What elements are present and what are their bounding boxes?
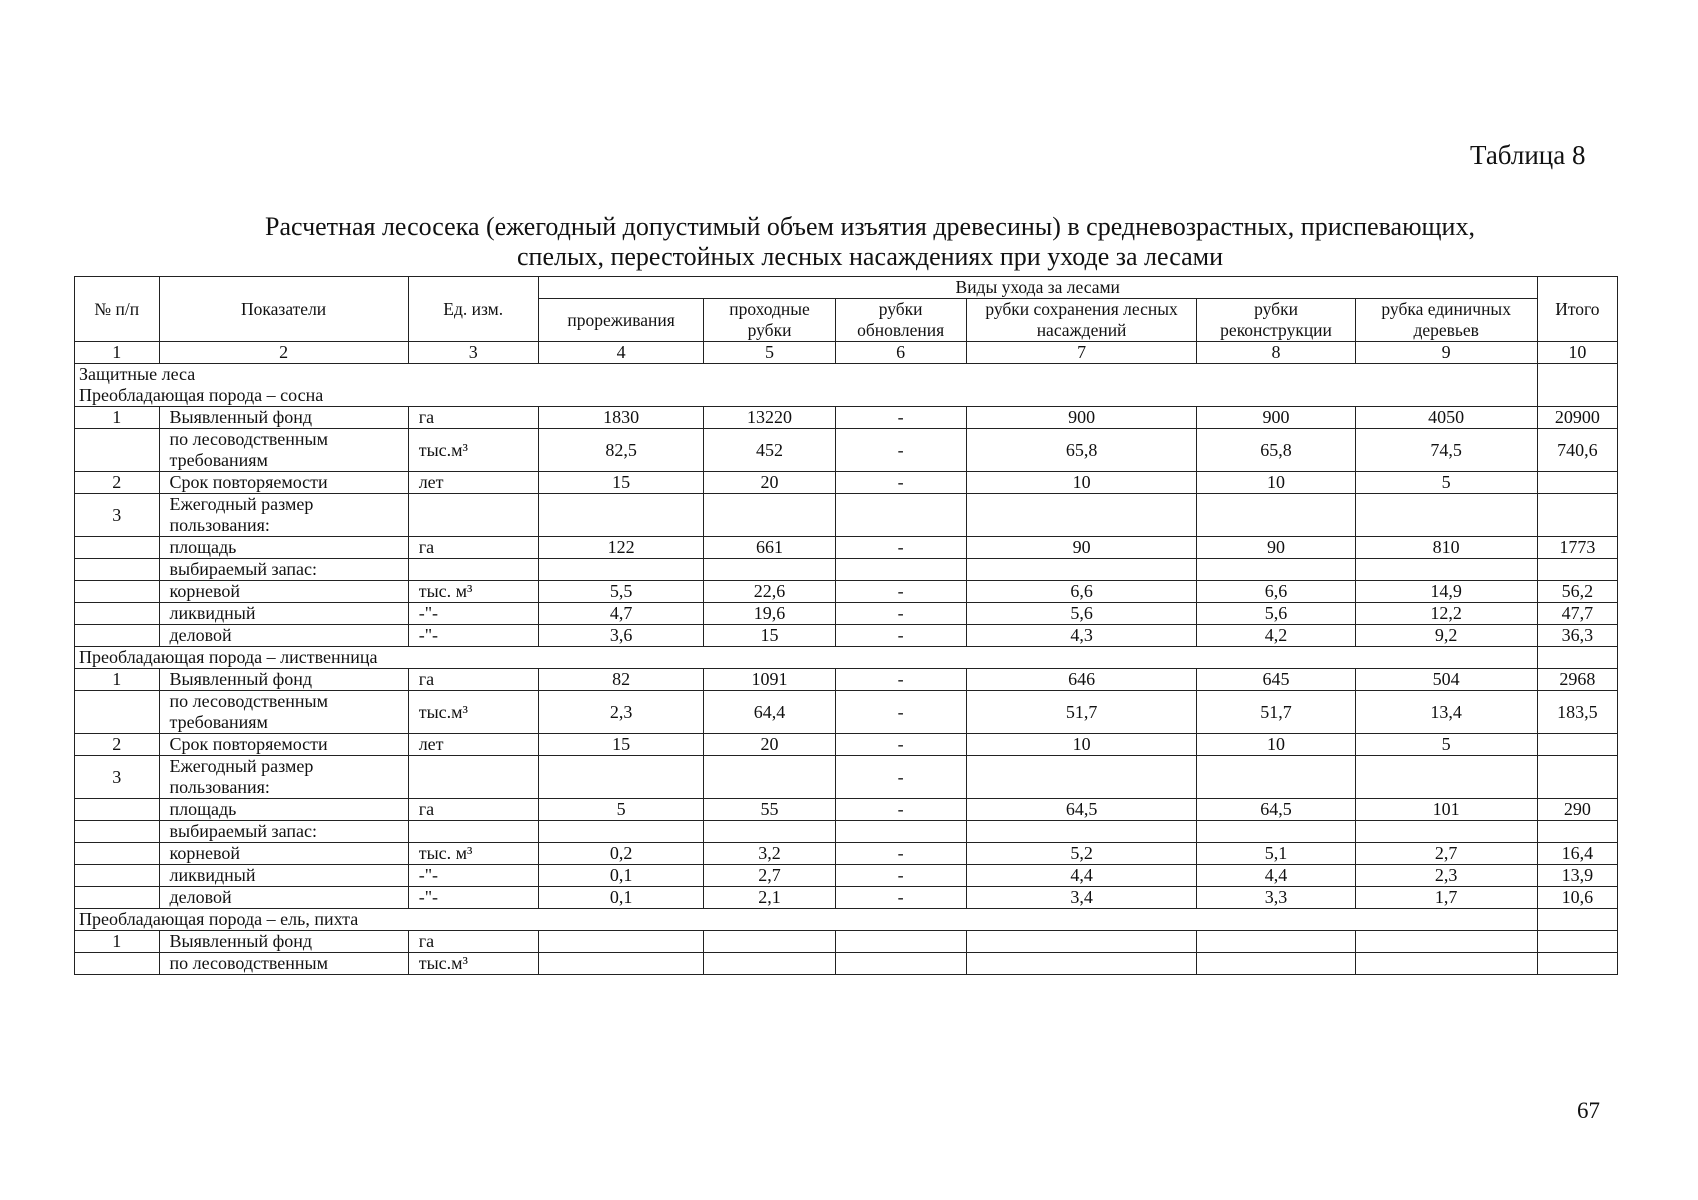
row-total xyxy=(1537,953,1617,975)
row-value: 1830 xyxy=(538,407,704,429)
table-label: Таблица 8 xyxy=(1470,140,1586,170)
row-value xyxy=(1355,821,1537,843)
row-value: 9,2 xyxy=(1355,625,1537,647)
row-total: 47,7 xyxy=(1537,603,1617,625)
row-value: 5,5 xyxy=(538,581,704,603)
row-value: 645 xyxy=(1197,669,1355,691)
title-line-1: Расчетная лесосека (ежегодный допустимый объем изъятия древесины) в средневозрастных, приспевающих, xyxy=(265,212,1475,241)
table-row xyxy=(75,581,1618,603)
row-unit: га xyxy=(408,537,538,559)
row-value: 452 xyxy=(704,429,835,472)
row-total: 1773 xyxy=(1537,537,1617,559)
header-col: рубка единичных деревьев xyxy=(1355,299,1537,342)
row-value xyxy=(966,931,1197,953)
row-value xyxy=(538,494,704,537)
row-value: 1,7 xyxy=(1355,887,1537,909)
row-value: 10 xyxy=(1197,472,1355,494)
row-total xyxy=(1537,472,1617,494)
row-unit: тыс.м³ xyxy=(408,429,538,472)
row-unit: га xyxy=(408,407,538,429)
row-indicator: Ежегодный размер пользования: xyxy=(159,494,408,537)
row-total xyxy=(1537,559,1617,581)
row-value: 20 xyxy=(704,472,835,494)
header-col: прореживания xyxy=(538,299,704,342)
row-unit xyxy=(408,756,538,799)
row-unit: -"- xyxy=(408,887,538,909)
row-value: 2,1 xyxy=(704,887,835,909)
row-indicator: корневой xyxy=(159,581,408,603)
row-value: 1091 xyxy=(704,669,835,691)
col-number: 5 xyxy=(704,342,835,364)
row-value: - xyxy=(835,691,966,734)
row-value xyxy=(835,559,966,581)
col-number: 3 xyxy=(408,342,538,364)
row-value: 6,6 xyxy=(1197,581,1355,603)
section-title: Защитные леса xyxy=(75,364,1538,386)
row-value xyxy=(538,821,704,843)
row-value: 2,7 xyxy=(1355,843,1537,865)
row-value xyxy=(538,559,704,581)
row-value: - xyxy=(835,843,966,865)
page-number: 67 xyxy=(1577,1098,1600,1123)
row-unit xyxy=(408,494,538,537)
row-value: 101 xyxy=(1355,799,1537,821)
row-number xyxy=(75,887,160,909)
row-value: - xyxy=(835,407,966,429)
row-value: 82,5 xyxy=(538,429,704,472)
row-indicator: Выявленный фонд xyxy=(159,669,408,691)
row-number xyxy=(75,953,160,975)
row-value: 10 xyxy=(966,734,1197,756)
row-value xyxy=(704,559,835,581)
header-col: рубки сохранения лесных насаждений xyxy=(966,299,1197,342)
row-value: - xyxy=(835,581,966,603)
table-row xyxy=(75,821,1618,843)
row-value xyxy=(966,756,1197,799)
row-value: 90 xyxy=(966,537,1197,559)
row-value: 65,8 xyxy=(1197,429,1355,472)
row-value xyxy=(835,494,966,537)
row-value: 64,5 xyxy=(966,799,1197,821)
col-number: 1 xyxy=(75,342,160,364)
row-value xyxy=(1197,559,1355,581)
row-unit: лет xyxy=(408,734,538,756)
row-total xyxy=(1537,756,1617,799)
row-value xyxy=(966,559,1197,581)
row-value: 2,7 xyxy=(704,865,835,887)
row-indicator: Выявленный фонд xyxy=(159,407,408,429)
header-num: № п/п xyxy=(75,277,160,342)
row-value: 3,4 xyxy=(966,887,1197,909)
row-indicator: корневой xyxy=(159,843,408,865)
row-indicator: по лесоводственным требованиям xyxy=(159,429,408,472)
header-total: Итого xyxy=(1537,277,1617,342)
row-number xyxy=(75,625,160,647)
row-number: 2 xyxy=(75,734,160,756)
row-indicator: по лесоводственным требованиям xyxy=(159,691,408,734)
row-unit xyxy=(408,821,538,843)
row-unit: тыс.м³ xyxy=(408,691,538,734)
row-value xyxy=(538,756,704,799)
row-value xyxy=(835,953,966,975)
row-total xyxy=(1537,821,1617,843)
header-unit: Ед. изм. xyxy=(408,277,538,342)
row-value: 4,4 xyxy=(966,865,1197,887)
row-value xyxy=(1355,559,1537,581)
row-indicator: выбираемый запас: xyxy=(159,821,408,843)
row-value: 64,4 xyxy=(704,691,835,734)
row-indicator: ликвидный xyxy=(159,603,408,625)
row-value xyxy=(1355,953,1537,975)
row-value xyxy=(1355,494,1537,537)
table-row xyxy=(75,865,1618,887)
row-value: 4,4 xyxy=(1197,865,1355,887)
row-number xyxy=(75,865,160,887)
row-unit: лет xyxy=(408,472,538,494)
table-row xyxy=(75,537,1618,559)
row-value: - xyxy=(835,625,966,647)
row-unit: тыс. м³ xyxy=(408,581,538,603)
row-number xyxy=(75,799,160,821)
table-row xyxy=(75,756,1618,799)
row-value: 2,3 xyxy=(1355,865,1537,887)
col-number: 8 xyxy=(1197,342,1355,364)
group-title-row xyxy=(75,385,1618,407)
row-value xyxy=(1355,756,1537,799)
row-value: 64,5 xyxy=(1197,799,1355,821)
row-value: 15 xyxy=(538,734,704,756)
table-body xyxy=(75,364,1618,975)
row-value: 0,2 xyxy=(538,843,704,865)
row-value xyxy=(704,953,835,975)
row-indicator: Ежегодный размер пользования: xyxy=(159,756,408,799)
group-title: Преобладающая порода – лиственница xyxy=(75,647,1538,669)
row-unit: тыс. м³ xyxy=(408,843,538,865)
row-value: - xyxy=(835,472,966,494)
row-total: 13,9 xyxy=(1537,865,1617,887)
row-value: - xyxy=(835,669,966,691)
row-value: 5,1 xyxy=(1197,843,1355,865)
row-unit xyxy=(408,559,538,581)
table-row xyxy=(75,603,1618,625)
row-value: - xyxy=(835,603,966,625)
row-value: 4050 xyxy=(1355,407,1537,429)
row-value: - xyxy=(835,537,966,559)
row-number: 3 xyxy=(75,756,160,799)
title-line-2: спелых, перестойных лесных насаждениях при уходе за лесами xyxy=(517,242,1223,271)
row-value: 12,2 xyxy=(1355,603,1537,625)
row-value xyxy=(966,821,1197,843)
group-title-row xyxy=(75,909,1618,931)
row-unit: га xyxy=(408,931,538,953)
row-value: 15 xyxy=(704,625,835,647)
row-unit: га xyxy=(408,799,538,821)
row-value xyxy=(538,931,704,953)
row-value: 65,8 xyxy=(966,429,1197,472)
row-value: - xyxy=(835,865,966,887)
row-indicator: по лесоводственным xyxy=(159,953,408,975)
row-value: 2,3 xyxy=(538,691,704,734)
header-indicators: Показатели xyxy=(159,277,408,342)
header-col: рубки реконструкции xyxy=(1197,299,1355,342)
group-title: Преобладающая порода – сосна xyxy=(75,385,1538,407)
row-value: 4,2 xyxy=(1197,625,1355,647)
row-value: 22,6 xyxy=(704,581,835,603)
col-number: 4 xyxy=(538,342,704,364)
row-value xyxy=(1197,821,1355,843)
row-indicator: Срок повторяемости xyxy=(159,734,408,756)
row-number xyxy=(75,821,160,843)
table-row xyxy=(75,931,1618,953)
row-value: 900 xyxy=(1197,407,1355,429)
row-value: 13,4 xyxy=(1355,691,1537,734)
table-row xyxy=(75,669,1618,691)
row-number xyxy=(75,429,160,472)
table-row xyxy=(75,734,1618,756)
row-indicator: выбираемый запас: xyxy=(159,559,408,581)
row-value: - xyxy=(835,756,966,799)
row-value xyxy=(1197,756,1355,799)
row-value xyxy=(966,953,1197,975)
row-value: 5,6 xyxy=(966,603,1197,625)
row-value: 3,2 xyxy=(704,843,835,865)
row-value: 3,6 xyxy=(538,625,704,647)
table-row xyxy=(75,625,1618,647)
row-number: 1 xyxy=(75,407,160,429)
table-row xyxy=(75,494,1618,537)
row-total: 183,5 xyxy=(1537,691,1617,734)
row-value: 900 xyxy=(966,407,1197,429)
row-number: 2 xyxy=(75,472,160,494)
row-total xyxy=(1537,734,1617,756)
header-numbers-row xyxy=(75,342,1618,364)
table-row xyxy=(75,407,1618,429)
row-total: 2968 xyxy=(1537,669,1617,691)
row-value: 13220 xyxy=(704,407,835,429)
row-value: 661 xyxy=(704,537,835,559)
row-number xyxy=(75,843,160,865)
row-unit: -"- xyxy=(408,603,538,625)
row-value: 5,6 xyxy=(1197,603,1355,625)
row-value: 122 xyxy=(538,537,704,559)
row-value xyxy=(835,931,966,953)
row-value: 646 xyxy=(966,669,1197,691)
col-number: 7 xyxy=(966,342,1197,364)
row-value: 5 xyxy=(1355,472,1537,494)
table-row xyxy=(75,472,1618,494)
row-total: 290 xyxy=(1537,799,1617,821)
table-row xyxy=(75,887,1618,909)
table-row xyxy=(75,799,1618,821)
section-row xyxy=(75,364,1618,386)
row-indicator: деловой xyxy=(159,625,408,647)
row-total xyxy=(1537,494,1617,537)
row-number xyxy=(75,559,160,581)
row-value: 0,1 xyxy=(538,887,704,909)
row-number: 1 xyxy=(75,931,160,953)
header-col: рубки обновления xyxy=(835,299,966,342)
row-value: - xyxy=(835,734,966,756)
row-value: - xyxy=(835,429,966,472)
col-number: 2 xyxy=(159,342,408,364)
col-number: 10 xyxy=(1537,342,1617,364)
group-title-row xyxy=(75,647,1618,669)
row-value: 14,9 xyxy=(1355,581,1537,603)
row-indicator: деловой xyxy=(159,887,408,909)
row-value: 10 xyxy=(966,472,1197,494)
row-unit: -"- xyxy=(408,625,538,647)
row-value xyxy=(1197,931,1355,953)
row-value: 0,1 xyxy=(538,865,704,887)
row-value: 90 xyxy=(1197,537,1355,559)
row-number xyxy=(75,581,160,603)
row-value: - xyxy=(835,799,966,821)
table-row xyxy=(75,691,1618,734)
row-unit: тыс.м³ xyxy=(408,953,538,975)
row-total: 56,2 xyxy=(1537,581,1617,603)
row-value xyxy=(966,494,1197,537)
col-number: 9 xyxy=(1355,342,1537,364)
row-value xyxy=(704,821,835,843)
row-indicator: площадь xyxy=(159,799,408,821)
row-value: 10 xyxy=(1197,734,1355,756)
row-unit: га xyxy=(408,669,538,691)
row-total: 740,6 xyxy=(1537,429,1617,472)
col-number: 6 xyxy=(835,342,966,364)
row-value: 82 xyxy=(538,669,704,691)
row-value xyxy=(835,821,966,843)
row-total: 16,4 xyxy=(1537,843,1617,865)
row-value: 5 xyxy=(538,799,704,821)
row-total: 10,6 xyxy=(1537,887,1617,909)
row-number xyxy=(75,691,160,734)
row-value: 4,7 xyxy=(538,603,704,625)
row-value xyxy=(704,931,835,953)
row-value xyxy=(704,494,835,537)
row-value xyxy=(1197,494,1355,537)
row-total xyxy=(1537,931,1617,953)
header-row-top xyxy=(75,277,1618,299)
row-unit: -"- xyxy=(408,865,538,887)
row-value: 504 xyxy=(1355,669,1537,691)
row-total: 36,3 xyxy=(1537,625,1617,647)
row-indicator: площадь xyxy=(159,537,408,559)
row-number xyxy=(75,603,160,625)
row-number: 1 xyxy=(75,669,160,691)
row-value xyxy=(704,756,835,799)
group-title: Преобладающая порода – ель, пихта xyxy=(75,909,1538,931)
row-number: 3 xyxy=(75,494,160,537)
table-row xyxy=(75,559,1618,581)
row-number xyxy=(75,537,160,559)
table-row xyxy=(75,843,1618,865)
row-value: 810 xyxy=(1355,537,1537,559)
table-title xyxy=(150,212,1590,272)
row-value xyxy=(1355,931,1537,953)
row-value: 74,5 xyxy=(1355,429,1537,472)
table-row xyxy=(75,429,1618,472)
row-value: 15 xyxy=(538,472,704,494)
row-value: 3,3 xyxy=(1197,887,1355,909)
row-value: 6,6 xyxy=(966,581,1197,603)
row-value xyxy=(538,953,704,975)
row-value: 4,3 xyxy=(966,625,1197,647)
row-total: 20900 xyxy=(1537,407,1617,429)
row-value: 51,7 xyxy=(1197,691,1355,734)
row-indicator: ликвидный xyxy=(159,865,408,887)
row-value: 20 xyxy=(704,734,835,756)
row-value: - xyxy=(835,887,966,909)
header-care-types: Виды ухода за лесами xyxy=(538,277,1537,299)
row-value: 55 xyxy=(704,799,835,821)
table-row xyxy=(75,953,1618,975)
row-value: 5 xyxy=(1355,734,1537,756)
header-col: проходные рубки xyxy=(704,299,835,342)
row-indicator: Выявленный фонд xyxy=(159,931,408,953)
row-value xyxy=(1197,953,1355,975)
row-value: 19,6 xyxy=(704,603,835,625)
forest-cutting-table xyxy=(74,276,1618,975)
row-indicator: Срок повторяемости xyxy=(159,472,408,494)
row-value: 5,2 xyxy=(966,843,1197,865)
row-value: 51,7 xyxy=(966,691,1197,734)
